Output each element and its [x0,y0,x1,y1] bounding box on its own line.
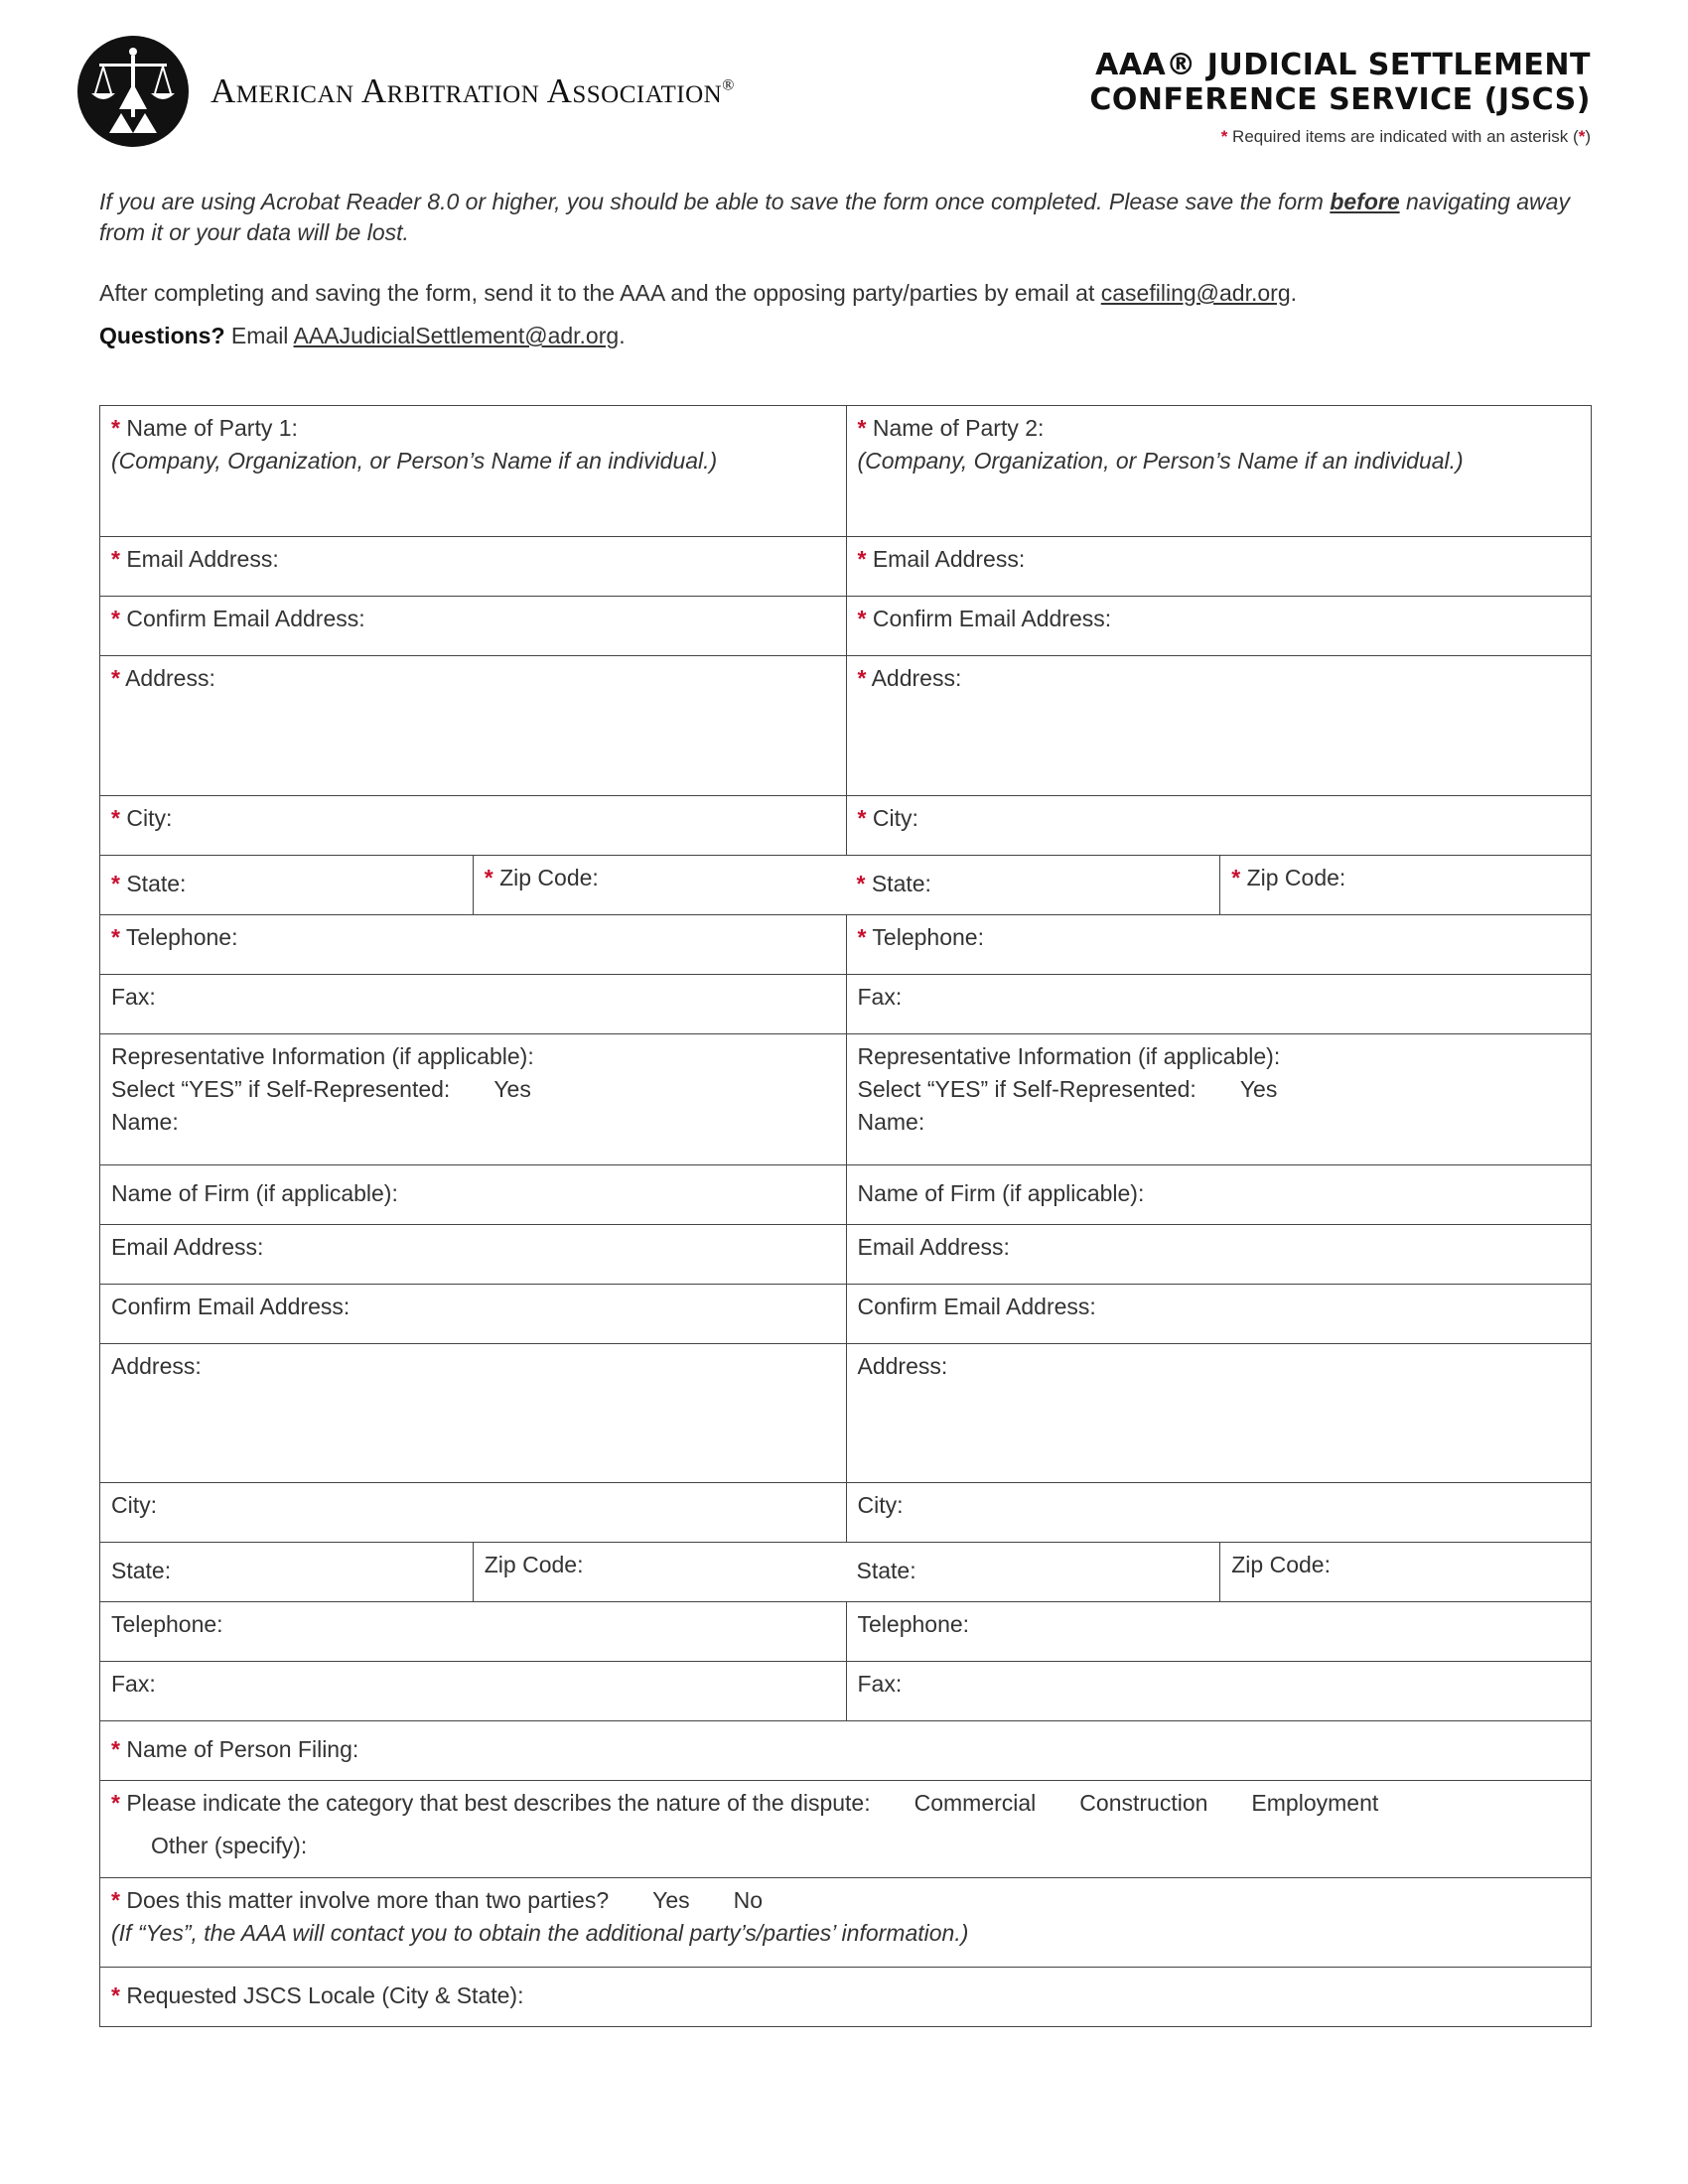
party1-state-zip [100,856,846,914]
dispute-category-field: * Please indicate the category that best describes the nature of the dispute: Commercial Construction Employment Other (specify): [100,1781,1591,1877]
rep-state-zip-row [100,1542,1591,1601]
party1-rep-fax-field[interactable]: Fax: [111,1671,156,1697]
party1-zip-field[interactable]: * Zip Code: [473,856,846,914]
party2-zip-field[interactable]: * Zip Code: [1219,856,1591,914]
party1-address-field[interactable]: * Address: [111,665,215,691]
party1-rep-zip-field[interactable]: Zip Code: [473,1543,846,1601]
category-other-option[interactable]: Other (specify): [151,1833,308,1858]
party1-rep-state-zip [100,1543,846,1601]
category-employment-option[interactable]: Employment [1251,1790,1379,1816]
rep-fax-row [100,1661,1591,1720]
party1-fax-field[interactable]: Fax: [111,984,156,1010]
party1-rep-state-field[interactable]: State: [111,1558,172,1583]
required-items-note: * Required items are indicated with an asterisk (*) [1220,127,1591,146]
confirm-email-row [100,596,1591,655]
rep-telephone-row [100,1601,1591,1661]
page-header [0,0,1688,159]
party2-rep-state-zip [846,1543,1592,1601]
party2-fax-field[interactable]: Fax: [846,975,1592,1033]
city-row [100,795,1591,855]
party2-confirm-email-field[interactable]: * Confirm Email Address: [846,597,1592,655]
rep-address-row [100,1343,1591,1482]
party2-email-field[interactable]: * Email Address: [846,537,1592,596]
aaa-logo [77,36,189,147]
party2-rep-city-field[interactable]: City: [846,1483,1592,1542]
instructions [99,187,1589,381]
more-parties-yes-option[interactable]: Yes [652,1887,690,1913]
save-instructions: If you are using Acrobat Reader 8.0 or higher, you should be able to save the form once completed. Please save the form before navigating away from it or your data will be lost. [99,189,1570,245]
scales-of-justice-icon [77,36,189,147]
person-filing-row [100,1720,1591,1780]
party1-rep-city-field[interactable]: City: [111,1492,157,1518]
form-title: AAA® JUDICIAL SETTLEMENT CONFERENCE SERVICE (JSCS) [1089,48,1591,117]
filing-form [99,405,1592,2027]
party1-self-rep-yes-option[interactable]: Yes [493,1076,531,1102]
fax-row [100,974,1591,1033]
category-commercial-option[interactable]: Commercial [914,1790,1037,1816]
category-construction-option[interactable]: Construction [1079,1790,1208,1816]
state-zip-row [100,855,1591,914]
party2-state-field[interactable]: * State: [856,871,931,896]
party2-rep-address-field[interactable]: Address: [846,1344,1592,1482]
party1-email-field[interactable]: * Email Address: [111,546,279,572]
party2-firm-field[interactable]: Name of Firm (if applicable): [846,1165,1592,1224]
address-row [100,655,1591,795]
party1-rep-confirm-email-field[interactable]: Confirm Email Address: [111,1294,351,1319]
locale-row [100,1967,1591,2026]
party-name-row [100,406,1591,536]
rep-confirm-email-row [100,1284,1591,1343]
party1-firm-field[interactable]: Name of Firm (if applicable): [111,1180,398,1206]
party1-rep-email-field[interactable]: Email Address: [111,1234,264,1260]
representative-row [100,1033,1591,1164]
more-parties-field: * Does this matter involve more than two parties? Yes No (If “Yes”, the AAA will contact you to obtain the additional party’s/parties’ information.) [111,1887,969,1946]
party1-rep-address-field[interactable]: Address: [111,1353,202,1379]
locale-field[interactable]: * Requested JSCS Locale (City & State): [111,1982,524,2008]
submit-instructions: After completing and saving the form, send it to the AAA and the opposing party/parties by email at casefiling@adr.org. [99,280,1297,306]
party1-confirm-email-field[interactable]: * Confirm Email Address: [111,606,365,631]
party1-city-field[interactable]: * City: [111,805,173,831]
party1-telephone-field[interactable]: * Telephone: [111,924,238,950]
email-row [100,536,1591,596]
party1-rep-telephone-field[interactable]: Telephone: [111,1611,223,1637]
party2-rep-telephone-field[interactable]: Telephone: [846,1602,1592,1661]
party2-telephone-field[interactable]: * Telephone: [846,915,1592,974]
questions-line: Questions? Email AAAJudicialSettlement@adr.org. [99,323,626,348]
party2-rep-email-field[interactable]: Email Address: [846,1225,1592,1284]
party2-rep-zip-field[interactable]: Zip Code: [1219,1543,1591,1601]
party2-address-field[interactable]: * Address: [846,656,1592,795]
more-parties-row [100,1877,1591,1967]
party1-representative-field[interactable]: Representative Information (if applicable): Select “YES” if Self-Represented: Yes Name: [111,1043,534,1135]
party2-self-rep-yes-option[interactable]: Yes [1239,1076,1278,1102]
organization-name: American Arbitration Association® [211,71,735,110]
party1-state-field[interactable]: * State: [111,871,187,896]
dispute-category-row [100,1780,1591,1877]
party2-representative-field[interactable]: Representative Information (if applicable): Select “YES” if Self-Represented: Yes Name: [846,1034,1592,1164]
party2-name-field[interactable]: * Name of Party 2: (Company, Organization, or Person’s Name if an individual.) [846,406,1592,536]
firm-row [100,1164,1591,1224]
party2-state-zip [846,856,1592,914]
rep-city-row [100,1482,1591,1542]
party2-rep-state-field[interactable]: State: [856,1558,916,1583]
jscs-email-link[interactable]: AAAJudicialSettlement@adr.org [293,323,620,348]
person-filing-field[interactable]: * Name of Person Filing: [111,1736,359,1762]
rep-email-row [100,1224,1591,1284]
casefiling-email-link[interactable]: casefiling@adr.org [1100,280,1291,306]
party1-name-field[interactable]: * Name of Party 1: (Company, Organization, or Person’s Name if an individual.) [111,415,718,474]
party2-rep-confirm-email-field[interactable]: Confirm Email Address: [846,1285,1592,1343]
party2-city-field[interactable]: * City: [846,796,1592,855]
telephone-row [100,914,1591,974]
party2-rep-fax-field[interactable]: Fax: [846,1662,1592,1720]
more-parties-no-option[interactable]: No [733,1887,764,1913]
